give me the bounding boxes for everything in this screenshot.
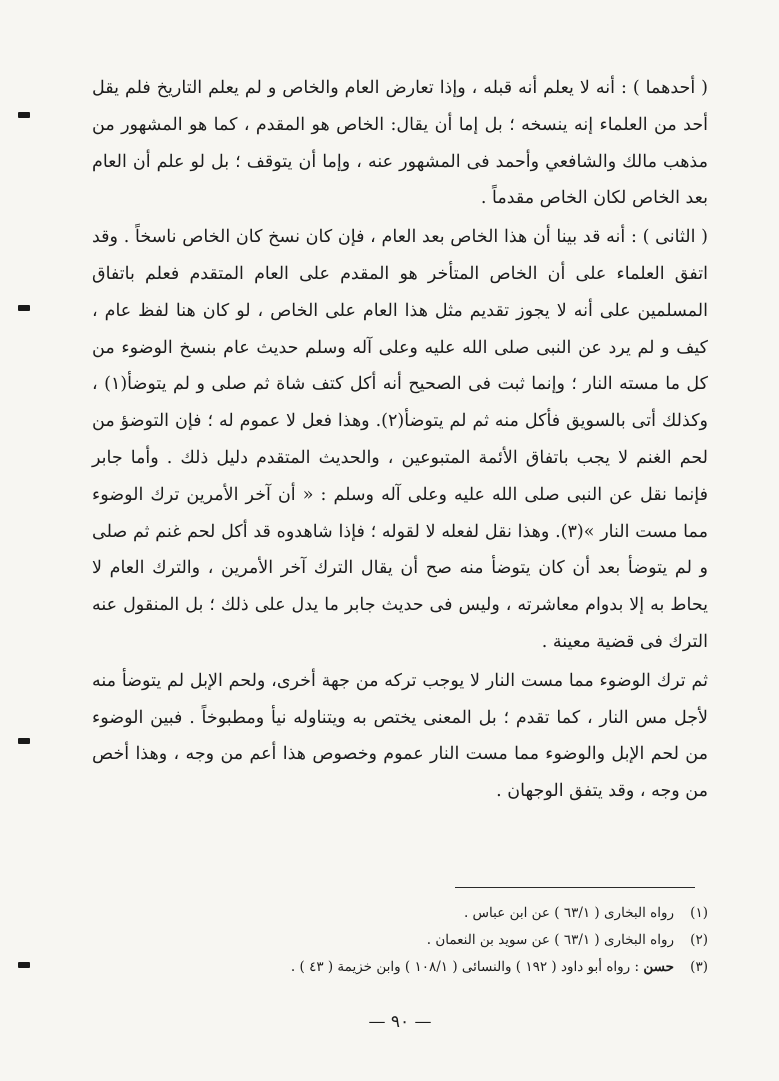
footnote-divider — [455, 887, 695, 888]
binding-mark — [18, 738, 30, 744]
binding-mark — [18, 962, 30, 968]
footnote-number: (١) — [690, 905, 708, 921]
paragraph-1: ( أحدهما ) : أنه لا يعلم أنه قبله ، وإذا تعارض العام والخاص و لم يعلم التاريخ فلم يقل أحد من العلماء إنه ينسخه ؛ بل إما أن يقال: الخاص هو المقدم ، كما هو المشهور من مذهب مالك والشافعي وأحمد فى المشهور عنه ، وإما أن يتوقف ؛ بل لو علم أن العام بعد الخاص لكان الخاص مقدماً . — [92, 78, 708, 209]
binding-mark — [18, 112, 30, 118]
footnote-number: (٢) — [690, 932, 708, 948]
footnote-text: : رواه أبو داود ( ١٩٢ ) والنسائى ( ١٠٨/١ ) وابن خزيمة ( ٤٣ ) . — [290, 959, 644, 975]
paragraph-3: ثم ترك الوضوء مما مست النار لا يوجب تركه من جهة أخرى، ولحم الإبل لم يتوضأ منه لأجل مس النار ، كما تقدم ؛ بل المعنى يختص به ويتناوله نيأ ومطبوخاً . فبين الوضوء من لحم الإبل والوضوء مما مست النار عموم وخصوص هذا أعم من وجه ، وهذا أخص من وجه ، وقد يتفق الوجهان . — [92, 670, 708, 802]
footnote-text: رواه البخارى ( ٦٣/١ ) عن ابن عباس . — [463, 905, 674, 921]
binding-mark — [18, 305, 30, 311]
footnote-text: رواه البخارى ( ٦٣/١ ) عن سويد بن النعمان . — [426, 932, 674, 948]
footnote-3 — [60, 954, 708, 981]
footnote-grade: حسن — [643, 959, 674, 975]
footnotes — [60, 900, 708, 981]
footnote-number: (٣) — [690, 959, 708, 975]
paragraph-2: ( الثانى ) : أنه قد بينا أن هذا الخاص بعد العام ، فإن كان نسخ كان الخاص ناسخاً . وقد اتفق العلماء على أن الخاص المتأخر هو المقدم على العام المتقدم فعلم باتفاق المسلمين على أنه لا يجوز تقديم مثل هذا العام على الخاص ، لو كان هنا لفظ عام ، كيف و لم يرد عن النبى صلى الله عليه وعلى آله وسلم حديث عام بنسخ الوضوء من كل ما مسته النار ؛ وإنما ثبت فى الصحيح أنه أكل كتف شاة ثم صلى و لم يتوضأ(١) ، وكذلك أتى بالسويق فأكل منه ثم لم يتوضأ(٢). وهذا فعل لا عموم له ؛ فإن التوضؤ من لحم الغنم لا يجب باتفاق الأئمة المتبوعين ، والحديث المتقدم دليل ذلك . وأما جابر فإنما نقل عن النبى صلى الله عليه وعلى آله وسلم : « أن آخر الأمرين ترك الوضوء مما مست النار »(٣). وهذا نقل لفعله لا لقوله ؛ فإذا شاهدوه قد أكل لحم غنم ثم صلى و لم يتوضأ بعد أن كان يتوضأ منه صح أن يقال الترك آخر الأمرين ، والترك العام لا يحاط به إلا بدوام معاشرته ، وليس فى حديث جابر ما يدل على ذلك ؛ بل المنقول عنه الترك فى قضية معينة . — [92, 227, 709, 652]
main-text — [92, 70, 708, 810]
footnote-1 — [60, 900, 708, 927]
footnote-2 — [60, 927, 708, 954]
page-number: — ٩٠ — — [368, 1012, 432, 1032]
